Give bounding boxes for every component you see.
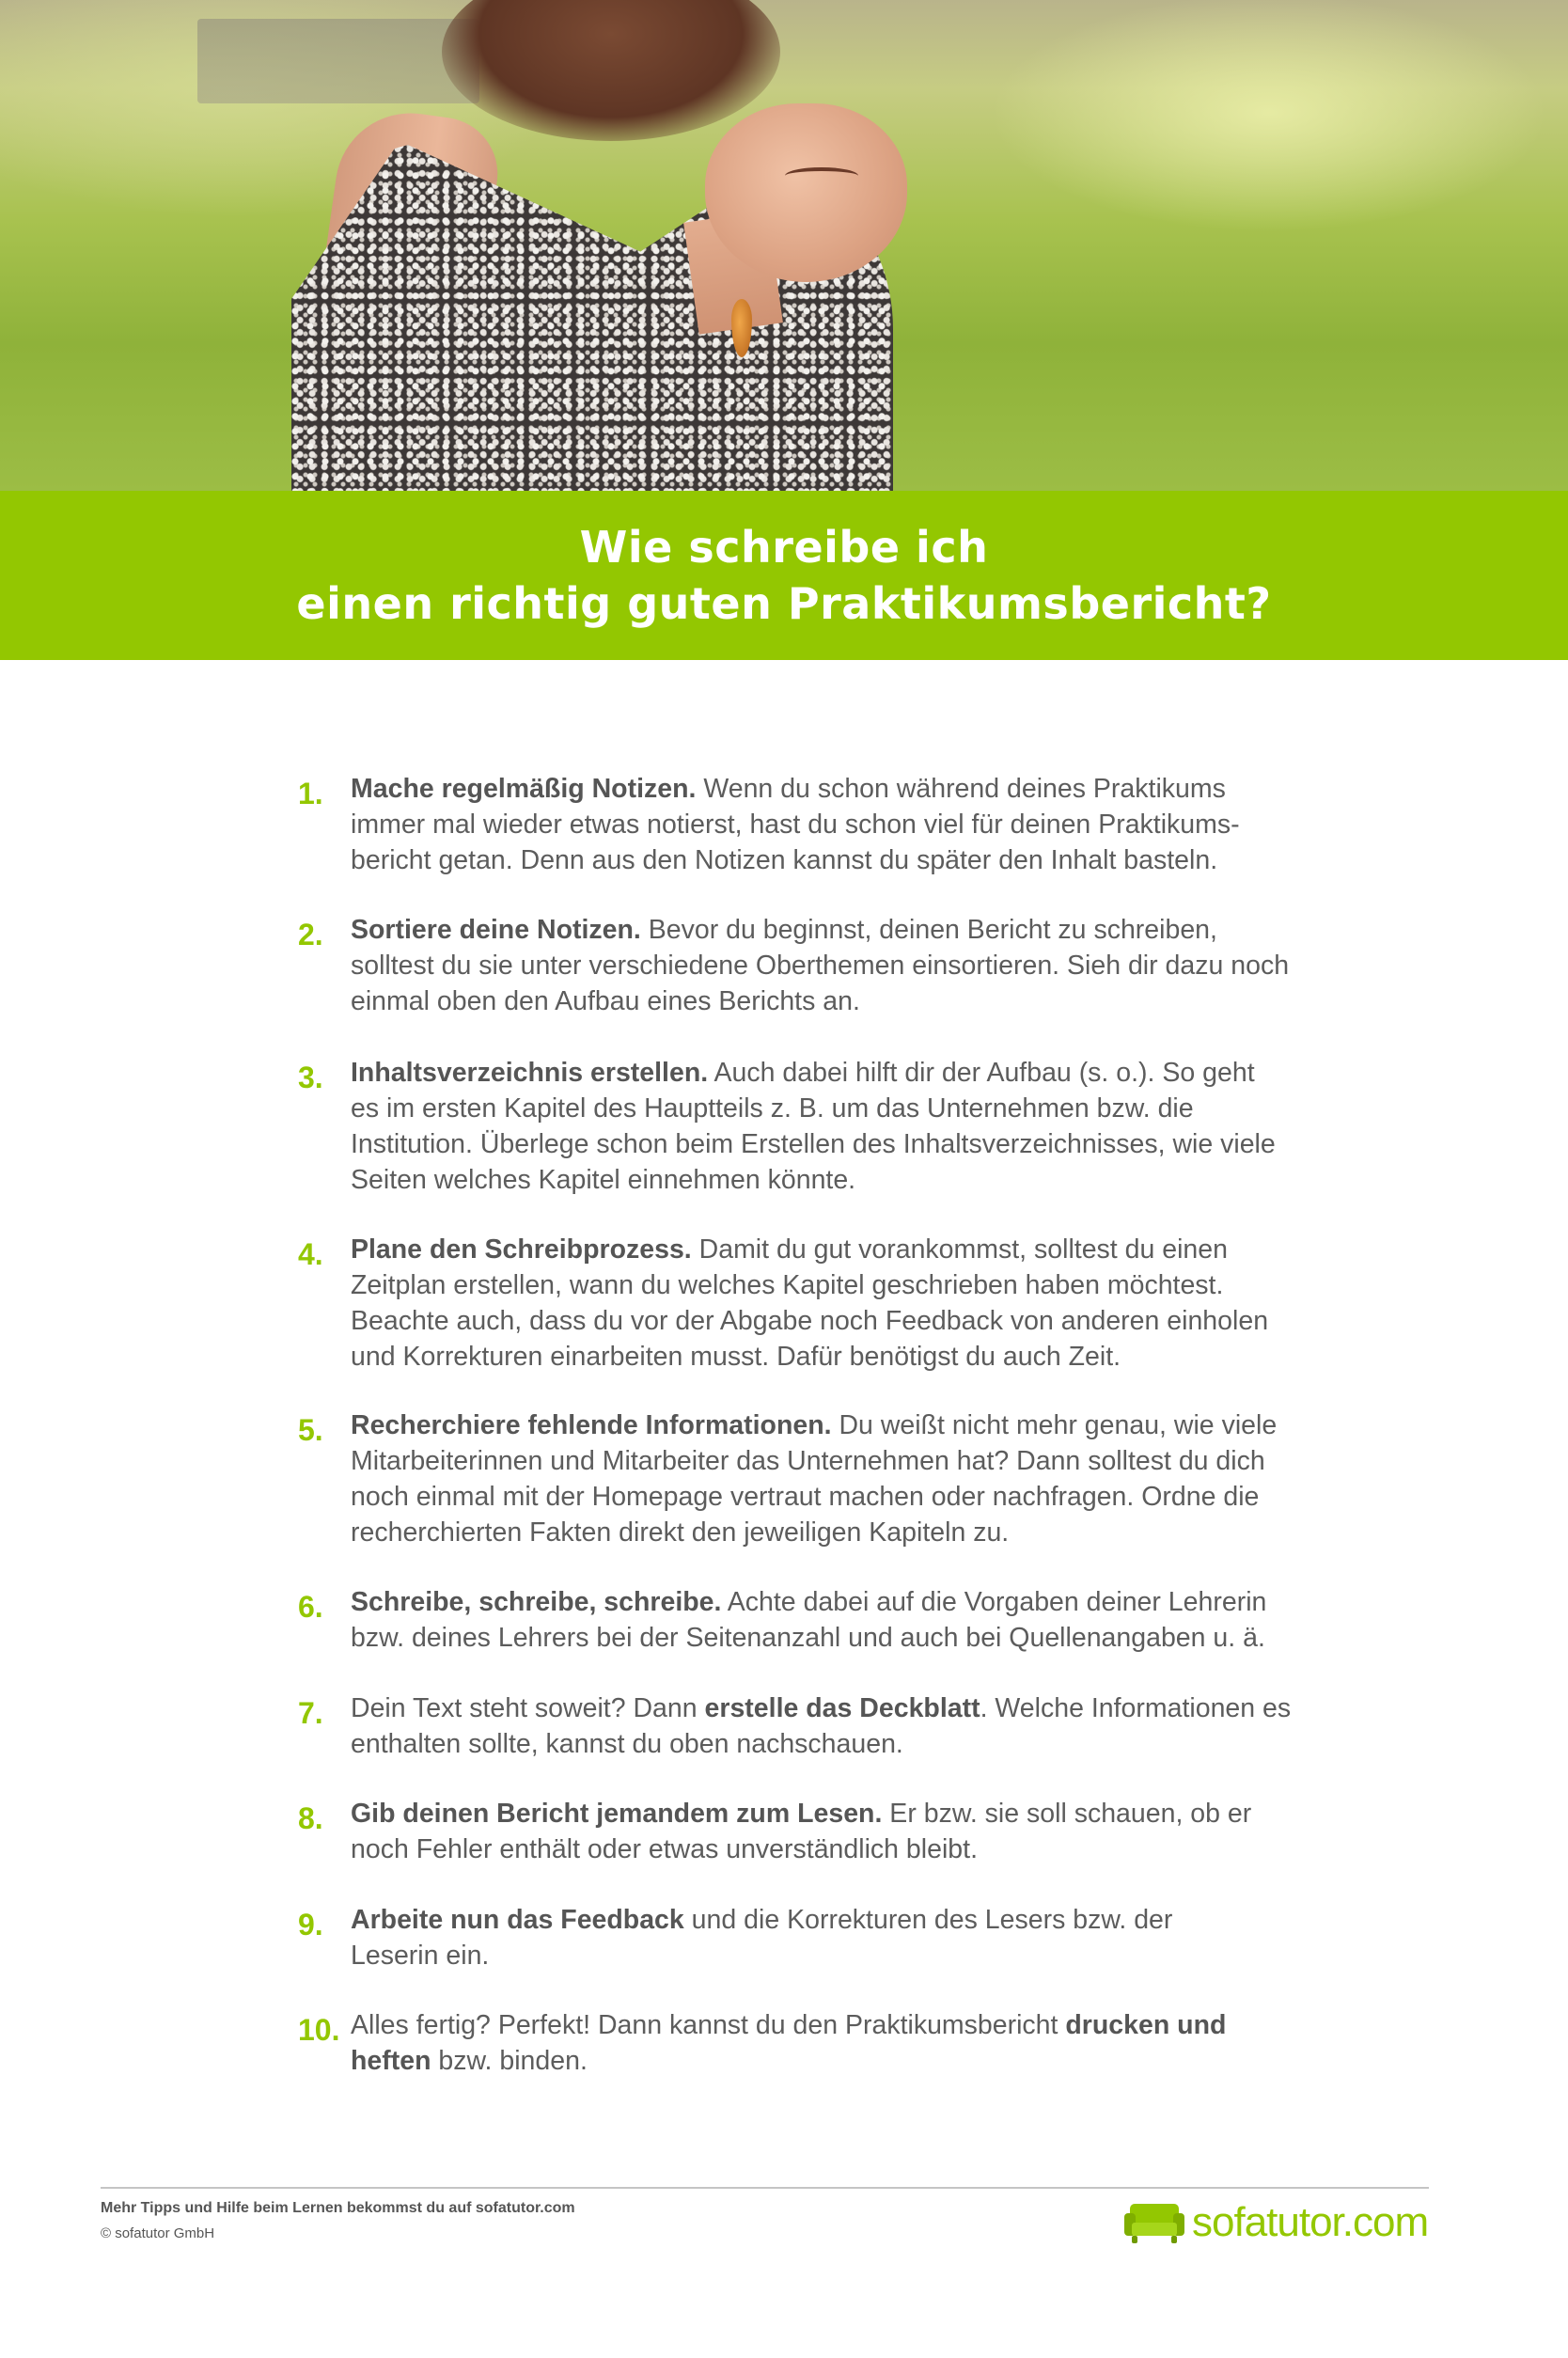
- tip-number-label: 1.: [298, 777, 323, 810]
- tip-line: [351, 1690, 1307, 1726]
- tip-number-label: 6.: [298, 1590, 323, 1624]
- tip-line: [351, 1726, 1307, 1762]
- tip-item: [263, 1690, 1307, 1762]
- tip-number-label: 2.: [298, 918, 323, 951]
- tip-text: [351, 1055, 1307, 1198]
- tip-text-run: noch Fehler enthält oder etwas unverständlich bleibt.: [351, 1834, 978, 1864]
- tip-item: [263, 1584, 1307, 1656]
- footer-copyright: © sofatutor GmbH: [101, 2225, 215, 2241]
- tip-emphasis: Recherchiere fehlende Informationen.: [351, 1410, 832, 1440]
- tip-line: [351, 1091, 1307, 1126]
- tip-number-label: 3.: [298, 1061, 323, 1094]
- tip-text: [351, 1584, 1307, 1656]
- tip-line: [351, 1407, 1307, 1443]
- tip-text-run: Du weißt nicht mehr genau, wie viele: [831, 1410, 1278, 1440]
- tip-item: [263, 1232, 1307, 1375]
- tip-number: [263, 1584, 351, 1626]
- tip-text-run: immer mal wieder etwas notierst, hast du schon viel für deinen Praktikums-: [351, 810, 1240, 840]
- tip-line: [351, 807, 1307, 842]
- tip-emphasis: Mache regelmäßig Notizen.: [351, 774, 697, 804]
- hair: [442, 0, 780, 141]
- tip-text-run: Auch dabei hilft dir der Aufbau (s. o.). So geht: [708, 1058, 1255, 1088]
- tip-text-run: einmal oben den Aufbau eines Berichts an.: [351, 986, 860, 1016]
- tip-emphasis: erstelle das Deckblatt: [704, 1693, 980, 1723]
- tip-number: [263, 1690, 351, 1732]
- page-title: [296, 519, 1271, 632]
- tip-line: [351, 1938, 1307, 1973]
- tip-number-label: 8.: [298, 1801, 323, 1835]
- tip-line: [351, 948, 1307, 983]
- tip-text-run: und Korrekturen einarbeiten musst. Dafür benötigst du auch Zeit.: [351, 1342, 1121, 1372]
- tip-line: [351, 1620, 1307, 1656]
- tip-text: [351, 912, 1307, 1019]
- tip-text-run: Zeitplan erstellen, wann du welches Kapitel geschrieben haben möchtest.: [351, 1270, 1224, 1300]
- tip-text-run: solltest du sie unter verschiedene Oberthemen einsortieren. Sieh dir dazu noch: [351, 951, 1290, 981]
- footer-tip-text: Mehr Tipps und Hilfe beim Lernen bekommst du auf sofatutor.com: [101, 2200, 575, 2216]
- tip-number: [263, 1232, 351, 1273]
- title-line-1: Wie schreibe ich: [579, 522, 989, 573]
- tip-number: [263, 912, 351, 953]
- tip-number: [263, 1796, 351, 1837]
- tip-text: [351, 1232, 1307, 1375]
- tip-emphasis: Schreibe, schreibe, schreibe.: [351, 1587, 722, 1617]
- tip-text-run: Mitarbeiterinnen und Mitarbeiter das Unternehmen hat? Dann solltest du dich: [351, 1446, 1265, 1476]
- tip-text-run: und die Korrekturen des Lesers bzw. der: [683, 1905, 1173, 1935]
- tip-text-run: Bevor du beginnst, deinen Bericht zu schreiben,: [640, 915, 1217, 945]
- tip-text: [351, 2007, 1307, 2079]
- eyebrow: [785, 167, 858, 184]
- tip-text-run: Alles fertig? Perfekt! Dann kannst du den Praktikumsbericht: [351, 2010, 1066, 2040]
- tip-text-run: Dein Text steht soweit? Dann: [351, 1693, 705, 1723]
- tip-line: [351, 1515, 1307, 1550]
- tip-emphasis: heften: [351, 2046, 431, 2076]
- tip-line: [351, 1055, 1307, 1091]
- tip-text-run: recherchierten Fakten direkt den jeweiligen Kapiteln zu.: [351, 1517, 1010, 1548]
- tip-emphasis: Plane den Schreibprozess.: [351, 1234, 692, 1265]
- tip-line: [351, 1902, 1307, 1938]
- tip-text-run: es im ersten Kapitel des Hauptteils z. B. um das Unternehmen bzw. die: [351, 1093, 1194, 1124]
- tip-number-label: 4.: [298, 1237, 323, 1271]
- tip-line: [351, 1339, 1307, 1375]
- sofa-icon: [1124, 2200, 1184, 2245]
- tip-number-label: 7.: [298, 1696, 323, 1730]
- tip-number: [263, 771, 351, 812]
- tip-text-run: Er bzw. sie soll schauen, ob er: [882, 1799, 1252, 1829]
- tip-line: [351, 1584, 1307, 1620]
- tip-number: [263, 1902, 351, 1943]
- tip-text-run: bericht getan. Denn aus den Notizen kannst du später den Inhalt basteln.: [351, 845, 1218, 875]
- tip-line: [351, 1796, 1307, 1831]
- tip-emphasis: Inhaltsverzeichnis erstellen.: [351, 1058, 709, 1088]
- tip-line: [351, 912, 1307, 948]
- tip-line: [351, 1267, 1307, 1303]
- tip-number-label: 10.: [298, 2013, 340, 2047]
- tip-emphasis: Arbeite nun das Feedback: [351, 1905, 684, 1935]
- tip-item: [263, 1796, 1307, 1867]
- tip-number: [263, 1407, 351, 1449]
- title-band: [0, 491, 1568, 660]
- tip-line: [351, 1443, 1307, 1479]
- tip-text-run: bzw. binden.: [431, 2046, 588, 2076]
- tip-item: [263, 771, 1307, 878]
- tip-line: [351, 842, 1307, 878]
- title-line-2: einen richtig guten Praktikumsbericht?: [296, 578, 1272, 629]
- face: [705, 103, 907, 282]
- tip-text-run: Leserin ein.: [351, 1941, 490, 1971]
- tip-item: [263, 1055, 1307, 1198]
- tip-line: [351, 771, 1307, 807]
- tip-text: [351, 1690, 1307, 1762]
- tip-text-run: Achte dabei auf die Vorgaben deiner Lehrerin: [721, 1587, 1267, 1617]
- tip-text-run: Damit du gut vorankommst, solltest du einen: [691, 1234, 1228, 1265]
- tip-line: [351, 1232, 1307, 1267]
- tip-number: [263, 1055, 351, 1096]
- tip-line: [351, 1126, 1307, 1162]
- tip-item: [263, 912, 1307, 1019]
- tip-number-label: 9.: [298, 1908, 323, 1941]
- sofatutor-logo[interactable]: [1124, 2194, 1428, 2251]
- tip-text-run: Wenn du schon während deines Praktikums: [696, 774, 1226, 804]
- footer-divider: [101, 2187, 1429, 2189]
- tip-text-run: Institution. Überlege schon beim Erstellen des Inhaltsverzeichnisses, wie viele: [351, 1129, 1276, 1159]
- tip-line: [351, 1831, 1307, 1867]
- tip-text: [351, 771, 1307, 878]
- tip-text-run: enthalten sollte, kannst du oben nachschauen.: [351, 1729, 903, 1759]
- tip-number-label: 5.: [298, 1413, 323, 1447]
- tip-item: [263, 1407, 1307, 1550]
- tip-text-run: Seiten welches Kapitel einnehmen könnte.: [351, 1165, 856, 1195]
- stone-ledge: [197, 19, 479, 103]
- tip-text: [351, 1407, 1307, 1550]
- tip-line: [351, 1303, 1307, 1339]
- tip-text-run: noch einmal mit der Homepage vertraut machen oder nachfragen. Ordne die: [351, 1482, 1260, 1512]
- tip-line: [351, 1479, 1307, 1515]
- tip-text: [351, 1902, 1307, 1973]
- tip-item: [263, 1902, 1307, 1973]
- tip-text-run: bzw. deines Lehrers bei der Seitenanzahl und auch bei Quellenangaben u. ä.: [351, 1623, 1265, 1653]
- hero-photo: [0, 0, 1568, 491]
- logo-text: sofatutor.com: [1192, 2199, 1429, 2245]
- tip-text-run: . Welche Informationen es: [980, 1693, 1292, 1723]
- tip-emphasis: drucken und: [1065, 2010, 1227, 2040]
- tip-line: [351, 983, 1307, 1019]
- tip-line: [351, 2043, 1307, 2079]
- tip-item: [263, 2007, 1307, 2079]
- tip-line: [351, 1162, 1307, 1198]
- tip-line: [351, 2007, 1307, 2043]
- tip-emphasis: Sortiere deine Notizen.: [351, 915, 641, 945]
- tip-emphasis: Gib deinen Bericht jemandem zum Lesen.: [351, 1799, 883, 1829]
- tip-number: [263, 2007, 351, 2049]
- tip-text: [351, 1796, 1307, 1867]
- tip-text-run: Beachte auch, dass du vor der Abgabe noch Feedback von anderen einholen: [351, 1306, 1269, 1336]
